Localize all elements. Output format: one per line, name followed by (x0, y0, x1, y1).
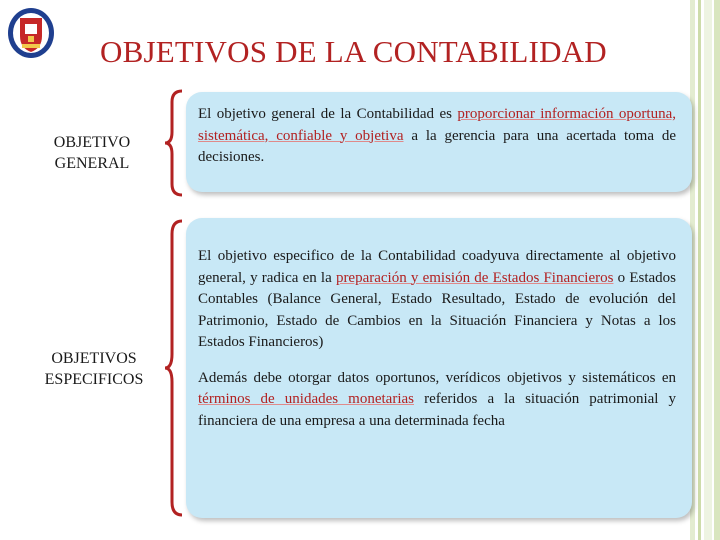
text-segment: Además debe otorgar datos oportunos, verídicos objetivos y sistemáticos en (198, 369, 676, 386)
text-segment: referidos a la situación patrimonial y financiera de una empresa a una determinada fecha (198, 391, 677, 429)
label-line: GENERAL (54, 155, 130, 172)
highlighted-text: proporcionar información oportuna, sistemática, confiable y objetiva (198, 106, 676, 144)
university-seal-icon (6, 6, 56, 64)
text-segment: El objetivo general de la Contabilidad es (198, 106, 458, 122)
curly-brace-general (162, 88, 186, 198)
objetivo-general-label (28, 132, 156, 174)
objetivos-especificos-box (186, 218, 692, 518)
highlighted-text: términos de unidades monetarias (198, 391, 414, 407)
objetivo-general-text (198, 104, 676, 169)
text-segment: o Estados Contables (Balance General, Estado Resultado, Estado de evolución del Patrimonio, Estado de Cambios en la Situación Financiera y Notas a los Estados Financieros) (198, 269, 676, 350)
text-segment: El objetivo especifico de la Contabilidad coadyuva directamente al objetivo general, y radica en la (198, 248, 676, 286)
text-segment: a la gerencia para una acertada toma de decisiones. (198, 127, 676, 165)
datos-oportunos-text (198, 368, 676, 433)
objetivo-especifico-text (198, 246, 676, 354)
label-line: ESPECIFICOS (44, 371, 144, 388)
highlighted-text: preparación y emisión de Estados Financieros (335, 269, 614, 286)
label-line: OBJETIVO (53, 134, 131, 151)
objetivo-general-box (186, 92, 692, 192)
objetivos-especificos-label (24, 348, 164, 390)
label-line: OBJETIVOS (51, 350, 137, 367)
page-title: OBJETIVOS DE LA CONTABILIDAD (100, 34, 607, 69)
curly-brace-especificos (162, 218, 186, 518)
